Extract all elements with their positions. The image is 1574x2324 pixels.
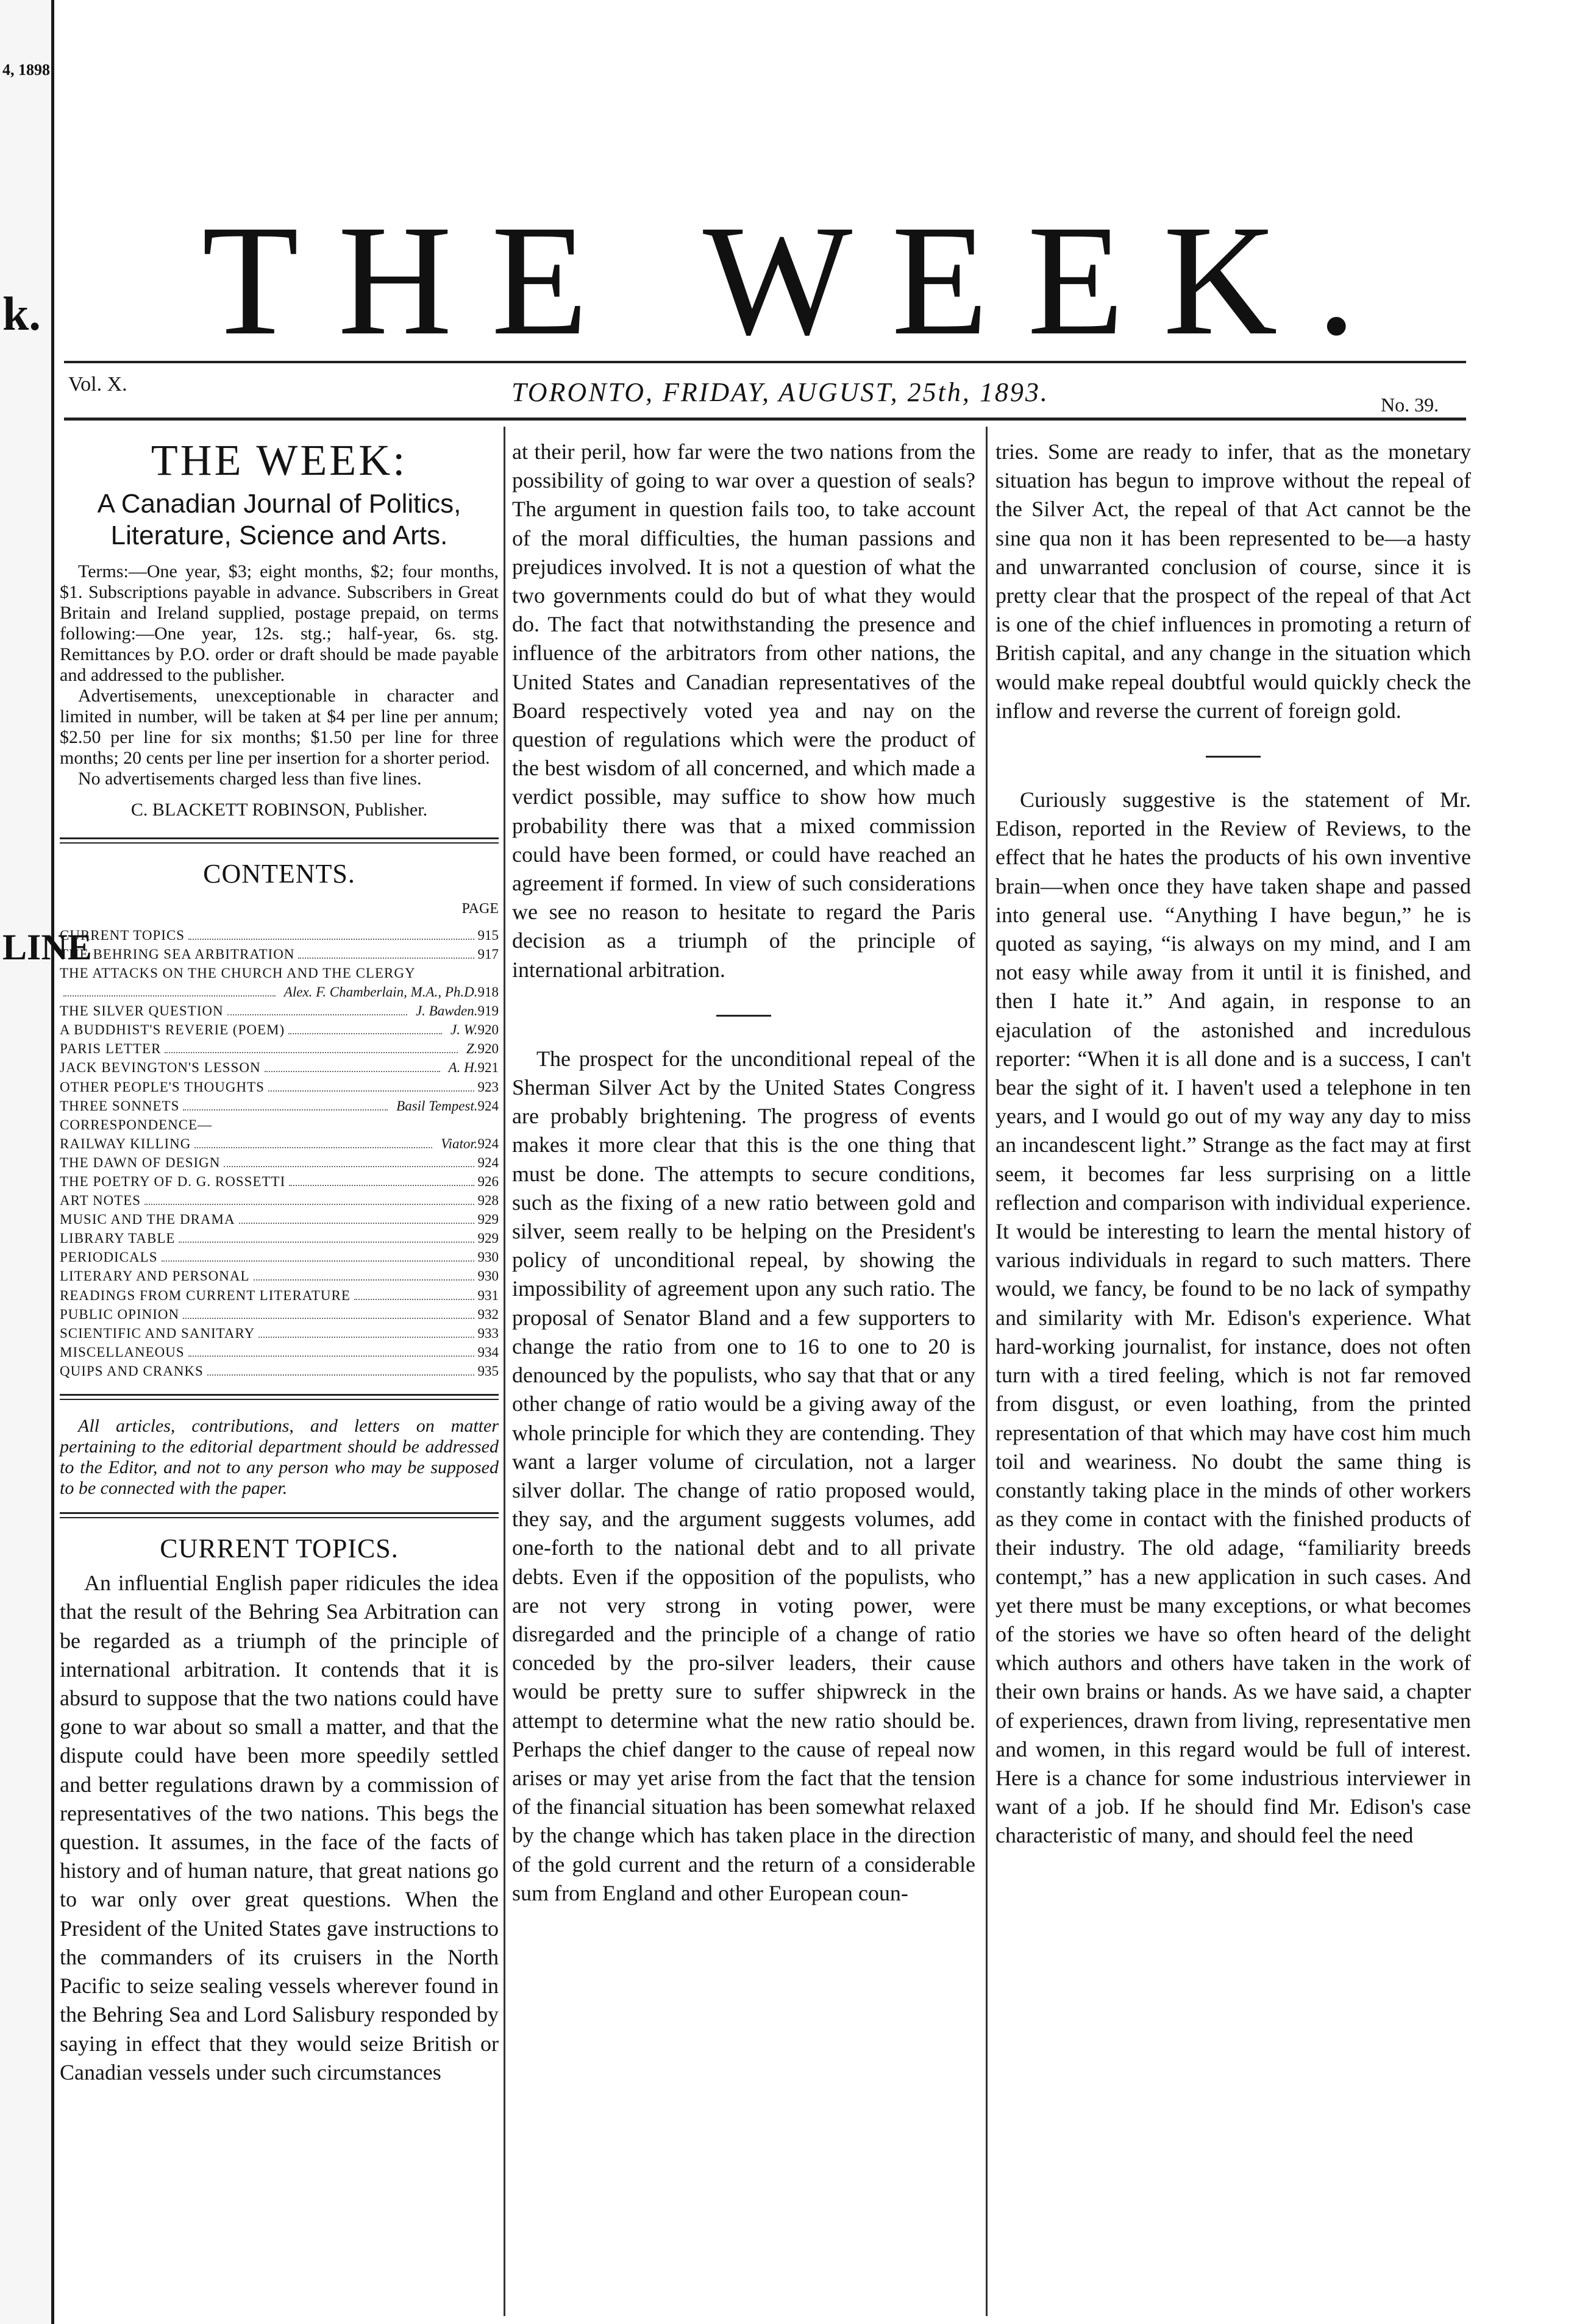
- dot-leader: [165, 1052, 458, 1053]
- article-paragraph: The prospect for the unconditional repeal of the Sherman Silver Act by the United States Congress are probably brightening. The progress of events makes it more clear that this is the one thing that must be done. The attempts to secure conditions, such as the fixing of a new ratio between gold and silver, seem really to be helping on the President's policy of unconditional repeal, by showing the impossibility of agreement upon any such ratio. The proposal of Senator Bland and a few supporters to change the ratio from one to 16 to one to 20 is denounced by the populists, who say that that or any other change of ratio would be a giving away of the whole principle for which they are contending. They want a larger volume of circulation, not a larger silver dollar. The change of ratio proposed would, they say, and the argument suggests volumes, add one-forth to the national debt and to all private debts. Even if the opposition of the populists, who are not very strong in voting power, were disregarded and the principle of a change of ratio conceded by the pro-silver leaders, their cause would be pretty sure to suffer shipwreck in the attempt to determine what the new ratio should be. Perhaps the chief danger to the cause of repeal now arises or may yet arise from the fact that the tension of the financial situation has been somewhat relaxed by the change which has taken place in the direction of the gold current and the return of a considerable sum from England and other European coun-: [512, 1046, 975, 1905]
- dot-leader: [254, 1279, 474, 1281]
- contents-entry-title: THE POETRY OF D. G. ROSSETTI: [60, 1174, 286, 1190]
- contents-entry-page: 917: [477, 946, 499, 962]
- contents-entry-title: THE ATTACKS ON THE CHURCH AND THE CLERGY: [60, 965, 416, 981]
- contents-entry-page: 924: [477, 1154, 499, 1170]
- column-rule: [986, 427, 988, 2316]
- contents-entry-title: READINGS FROM CURRENT LITERATURE: [60, 1287, 351, 1303]
- contents-entry-author: Basil Tempest.: [396, 1098, 478, 1114]
- dot-leader: [227, 1014, 407, 1015]
- contents-entry-page: 931: [477, 1287, 499, 1303]
- terms-text: Terms:—One year, $3; eight months, $2; four months, $1. Subscriptions payable in advance. Subscribers in Great Britain and Ireland supplied, postage prepaid, on terms following:—One year, 12s. stg.; half-year, 6s. stg. Remittances by P.O. order or draft should be made payable and addressed to the publisher.: [60, 561, 499, 686]
- contents-entry-title: PERIODICALS: [60, 1249, 158, 1265]
- contents-entry-page: 930: [477, 1249, 499, 1265]
- contents-entry-page: 921: [477, 1060, 499, 1076]
- contents-entry: [60, 964, 499, 983]
- article-paragraph: Curiously suggestive is the statement of Mr. Edison, reported in the Review of Reviews, to the effect that he hates the products of his own inventive brain—when once they have taken shape and passed into general use. “Anything I have begun,” he is quoted as saying, “is always on my mind, and I am not easy while away from it until it is finished, and then I hate it.” And again, in response to an ejaculation of the astonished and incredulous reporter: “When it is all done and is a success, I can't bear the sight of it. I haven't used a telephone in ten years, and I would go out of my way any day to miss an incandescent light.” Strange as the fact may at first seem, it becomes far less surprising on a little reflection and comparison with individual experience. It would be interesting to learn the mental history of various individuals in regard to such matters. There would, we fancy, be found to be no lack of sympathy and similarity with Mr. Edison's experience. What hard-working journalist, for instance, does not often turn with a tired feeling, which is not far removed from disgust, or even loathing, from the printed representation of that which may have cost him much toil and weariness. No doubt the same thing is constantly taking place in the minds of other workers as they come in contact with the finished products of their industry. The old adage, “familiarity breeds contempt,” has a new application in such cases. And yet there must be many exceptions, or what becomes of the stories we have so often heard of the delight which authors and others have taken in the work of their own brains or hands. As we have said, a chapter of experiences, drawn from living, representative men and women, in this regard would be full of interest. Here is a chance for some industrious interviewer in want of a job. If he should find Mr. Edison's case characteristic of many, and should feel the need: [995, 787, 1471, 1848]
- contents-entry-page: 919: [477, 1003, 499, 1019]
- subscription-terms: [60, 561, 499, 789]
- contents-entry: [60, 1115, 499, 1134]
- dot-leader: [144, 1204, 474, 1205]
- contents-entry-page: 932: [477, 1306, 499, 1322]
- contents-entry-author: J. W.: [450, 1022, 478, 1038]
- contents-entry-page: 924: [477, 1135, 499, 1151]
- contents-entry-title: ART NOTES: [60, 1193, 141, 1209]
- edge-fragment: k.: [2, 287, 41, 340]
- current-topics-paragraph: An influential English paper ridicules the idea that the result of the Behring Sea Arbitration can be regarded as a triumph of the principle of international arbitration. It contends that it is absurd to suppose that the two nations could have gone to war about so small a matter, and that the dispute could have been more speedily settled and better regulations drawn by a commission of representatives of the two nations. This begs the question. It assumes, in the face of the facts of history and of human nature, that great nations go to war only over great questions. When the President of the United States gave instructions to the commanders of its cruisers in the North Pacific to seize sealing vessels wherever found in the Behring Sea and Lord Salisbury responded by saying in effect that they would seize British or Canadian vessels under such circumstances: [60, 1571, 499, 2084]
- dot-leader: [188, 1356, 474, 1357]
- dot-leader: [298, 958, 474, 959]
- contents-entry-author: J. Bawden.: [415, 1003, 478, 1019]
- contents-entry-title: RAILWAY KILLING: [60, 1135, 191, 1151]
- contents-entry: [60, 1286, 499, 1305]
- contents-entry: [60, 1134, 499, 1153]
- article-paragraph: tries. Some are ready to infer, that as the monetary situation has begun to improve without the repeal of the Silver Act, the repeal of that Act cannot be the sine qua non it has been represented to be—a hasty and unwarranted conclusion of course, since it is pretty clear that the prospect of the repeal of that Act is one of the chief influences in promoting a return of British capital, and any change in the situation which would make repeal doubtful would quickly check the inflow and reverse the current of foreign gold.: [995, 439, 1471, 723]
- page-column-label: PAGE: [461, 900, 499, 917]
- contents-entry-title: CORRESPONDENCE—: [60, 1117, 213, 1132]
- dot-leader: [265, 1071, 440, 1072]
- publisher-line: C. BLACKETT ROBINSON, Publisher.: [130, 800, 428, 820]
- header-rule: [64, 418, 1466, 421]
- double-rule: [60, 1394, 499, 1400]
- edge-fragment: LINE: [2, 927, 92, 967]
- contents-entry-title: LIBRARY TABLE: [60, 1231, 176, 1246]
- column-rule: [504, 427, 505, 2316]
- contents-entry: [60, 1096, 499, 1115]
- contents-list: [60, 926, 499, 1381]
- double-rule: [60, 837, 499, 844]
- current-topics-heading: CURRENT TOPICS.: [160, 1533, 399, 1564]
- contents-entry: [60, 1039, 499, 1058]
- contents-entry-title: QUIPS AND CRANKS: [60, 1363, 204, 1379]
- contents-entry-author: Alex. F. Chamberlain, M.A., Ph.D.: [283, 984, 478, 1000]
- section-divider: [1206, 756, 1261, 758]
- contents-entry-title: MISCELLANEOUS: [60, 1344, 185, 1360]
- dot-leader: [194, 1147, 432, 1148]
- contents-entry-page: 924: [477, 1098, 499, 1114]
- contents-entry-title: THE DAWN OF DESIGN: [60, 1154, 221, 1170]
- dot-leader: [239, 1223, 474, 1224]
- dot-leader: [258, 1337, 474, 1338]
- contents-entry-page: 920: [477, 1022, 499, 1038]
- dot-leader: [268, 1090, 474, 1092]
- dot-leader: [288, 1033, 442, 1034]
- contents-entry: [60, 926, 499, 945]
- header-rule: [64, 361, 1466, 363]
- contents-entry-author: Viator.: [441, 1135, 478, 1151]
- contents-entry-title: JACK BEVINGTON'S LESSON: [60, 1060, 261, 1076]
- dot-leader: [224, 1166, 474, 1167]
- dot-leader: [162, 1260, 474, 1262]
- contents-entry-title: A BUDDHIST'S REVERIE (POEM): [60, 1022, 285, 1038]
- contents-entry-title: MUSIC AND THE DRAMA: [60, 1212, 235, 1228]
- editorial-notice: [60, 1416, 499, 1499]
- contents-entry-page: 930: [477, 1268, 499, 1284]
- contents-entry: [60, 1248, 499, 1267]
- contents-entry: [60, 1343, 499, 1362]
- contents-entry-title: LITERARY AND PERSONAL: [60, 1268, 250, 1284]
- contents-entry-title: OTHER PEOPLE'S THOUGHTS: [60, 1079, 265, 1095]
- contents-entry: [60, 945, 499, 964]
- contents-entry: [60, 1001, 499, 1020]
- dot-leader: [183, 1318, 474, 1319]
- contents-entry: [60, 1058, 499, 1077]
- contents-entry: [60, 1324, 499, 1343]
- contents-entry: [60, 1362, 499, 1381]
- contents-heading: CONTENTS.: [203, 859, 355, 889]
- dot-leader: [183, 1109, 388, 1110]
- contents-entry-page: 915: [477, 927, 499, 943]
- contents-entry: [60, 1020, 499, 1039]
- contents-entry-title: PUBLIC OPINION: [60, 1306, 180, 1322]
- contents-entry-page: 935: [477, 1363, 499, 1379]
- contents-entry-title: THREE SONNETS: [60, 1098, 180, 1114]
- contents-entry-page: 933: [477, 1325, 499, 1341]
- contents-entry-author: Z.: [466, 1041, 478, 1057]
- contents-entry: [60, 1172, 499, 1191]
- minimum-ad-note: No advertisements charged less than five lines.: [78, 769, 422, 789]
- edge-fragment: 4, 1898: [2, 61, 50, 79]
- contents-entry: [60, 1078, 499, 1096]
- contents-entry-title: PARIS LETTER: [60, 1041, 162, 1057]
- contents-entry-page: 929: [477, 1231, 499, 1246]
- contents-entry-page: 926: [477, 1174, 499, 1190]
- dot-leader: [207, 1374, 474, 1376]
- journal-subtitle: A Canadian Journal of Politics, Literature, Science and Arts.: [97, 489, 461, 551]
- advertising-rates: Advertisements, unexceptionable in character and limited in number, will be taken at $4 per line per annum; $2.50 per line for six months; $1.50 per line for three months; 20 cents per line per insertion for a shorter period.: [60, 686, 499, 769]
- contents-entry: [60, 1210, 499, 1229]
- contents-entry-title: THE BEHRING SEA ARBITRATION: [60, 946, 295, 962]
- contents-entry: [60, 983, 499, 1001]
- editorial-notice-text: All articles, contributions, and letters on matter pertaining to the editorial department should be addressed to the Editor, and not to any person who may be supposed to be connected with the paper.: [60, 1416, 499, 1499]
- dot-leader: [179, 1242, 474, 1243]
- dot-leader: [354, 1299, 474, 1300]
- issue-number: No. 39.: [1381, 394, 1439, 416]
- contents-entry-title: SCIENTIFIC AND SANITARY: [60, 1325, 255, 1341]
- article-paragraph: at their peril, how far were the two nations from the possibility of going to war over a question of seals? The argument in question fails too, to take account of the moral difficulties, the human passions and prejudices involved. It is not a question of what the two governments could do but of what they would do. The fact that notwithstanding the presence and influence of the arbitrators from other nations, the United States and Canadian representatives of the Board respectively voted yea and nay on the question of regulations which were the product of the best wisdom of all concerned, and which made a verdict possible, may suffice to show how much probability there was that a mixed commission could have been formed, or could have reached an agreement if formed. In view of such considerations we see no reason to hesitate to regard the Paris decision as a triumph of the principle of international arbitration.: [512, 439, 975, 982]
- contents-entry-title: CURRENT TOPICS: [60, 927, 185, 943]
- contents-entry: [60, 1191, 499, 1210]
- dot-leader: [63, 995, 276, 997]
- contents-entry-author: A. H.: [448, 1060, 478, 1076]
- contents-entry: [60, 1305, 499, 1324]
- contents-entry-page: 920: [477, 1041, 499, 1057]
- contents-entry-page: 929: [477, 1212, 499, 1228]
- contents-entry: [60, 1153, 499, 1172]
- masthead-title: THE WEEK.: [202, 193, 1395, 368]
- dateline: TORONTO, FRIDAY, AUGUST, 25th, 1893.: [511, 377, 1049, 407]
- double-rule: [60, 1512, 499, 1518]
- contents-entry: [60, 1267, 499, 1285]
- contents-entry-page: 923: [477, 1079, 499, 1095]
- adjacent-page-edge: [0, 0, 92, 2324]
- column-right: [995, 438, 1471, 1850]
- contents-entry-title: THE SILVER QUESTION: [60, 1003, 224, 1019]
- contents-entry-page: 928: [477, 1193, 499, 1209]
- column-left: [60, 430, 499, 2087]
- volume-label: Vol. X.: [68, 373, 127, 396]
- dot-leader: [188, 939, 474, 940]
- contents-entry: [60, 1229, 499, 1248]
- journal-title: THE WEEK:: [151, 436, 408, 485]
- section-divider: [716, 1015, 771, 1017]
- contents-entry-page: 918: [477, 984, 499, 1000]
- contents-entry-page: 934: [477, 1344, 499, 1360]
- column-middle: [512, 438, 975, 1908]
- dot-leader: [289, 1185, 474, 1186]
